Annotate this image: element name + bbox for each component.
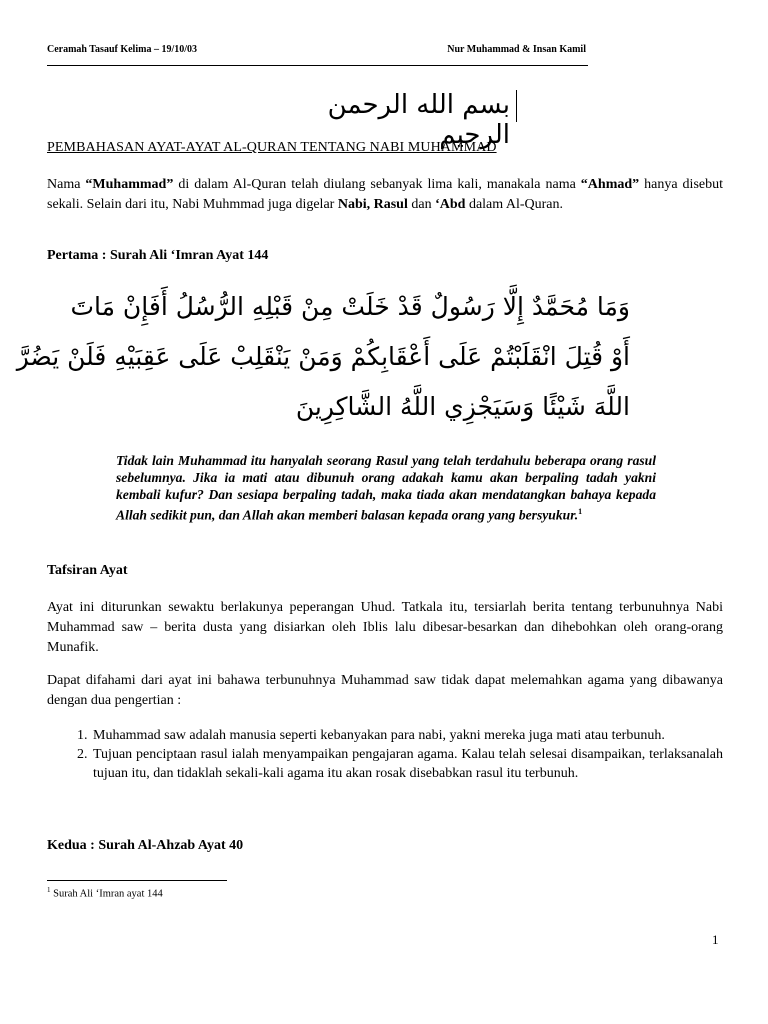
- verse-translation: [116, 452, 656, 524]
- footnote-number: 1: [47, 886, 51, 894]
- section-heading-pertama: Pertama : Surah Ali ‘Imran Ayat 144: [47, 248, 269, 263]
- intro-bold-abd: ‘Abd: [435, 197, 466, 212]
- page-number: 1: [712, 932, 719, 947]
- running-header: [47, 44, 588, 66]
- intro-text: hanya disebut sekali. Selain dari itu, Nabi Muhmmad juga digelar: [47, 177, 724, 212]
- intro-paragraph: [47, 175, 723, 215]
- intro-text: di dalam Al-Quran telah diulang sebanyak lima kali, manakala nama: [173, 177, 581, 192]
- footnote-divider: [47, 880, 227, 881]
- intro-bold-nabi-rasul: Nabi, Rasul: [337, 197, 408, 212]
- footnote-ref: 1: [578, 507, 583, 516]
- section-heading-tafsiran: Tafsiran Ayat: [47, 563, 128, 578]
- list-item: 2. Tujuan penciptaan rasul ialah menyampaikan pengajaran agama. Kalau telah selesai disampaikan, terlaksanalah tujuan itu, dan tidaklah sekali-kali agama itu akan rosak disebabkan rasul itu terbunuh.: [91, 745, 723, 783]
- header-left: Ceramah Tasauf Kelima – 19/10/03: [47, 44, 198, 55]
- intro-text: Nama: [47, 177, 86, 192]
- intro-bold-muhammad: “Muhammad”: [85, 177, 174, 192]
- arabic-verse: [16, 282, 630, 432]
- section-heading-kedua: Kedua : Surah Al-Ahzab Ayat 40: [47, 838, 244, 853]
- intro-text: dan: [407, 197, 436, 212]
- header-right: Nur Muhammad & Insan Kamil: [447, 44, 586, 55]
- tafsiran-paragraph-2: Dapat difahami dari ayat ini bahawa terbunuhnya Muhammad saw tidak dapat melemahkan agama yang dibawanya dengan dua pengertian :: [47, 673, 723, 708]
- arabic-line-1: وَمَا مُحَمَّدٌ إِلَّا رَسُولٌ قَدْ خَلَتْ مِنْ قَبْلِهِ الرُّسُلُ أَفَإِنْ مَاتَ: [70, 292, 630, 321]
- arabic-line-3: اللَّهَ شَيْئًا وَسَيَجْزِي اللَّهُ الشَّاكِرِينَ: [295, 392, 630, 421]
- intro-bold-ahmad: “Ahmad”: [580, 177, 640, 192]
- pengertian-list: [47, 726, 723, 783]
- arabic-line-2: أَوْ قُتِلَ انْقَلَبْتُمْ عَلَى أَعْقَابِكُمْ وَمَنْ يَنْقَلِبْ عَلَى عَقِبَيْهِ فَلَنْ يَضُرَّ: [16, 342, 630, 371]
- intro-text: dalam Al-Quran.: [465, 197, 564, 212]
- tafsiran-paragraph-1: Ayat ini diturunkan sewaktu berlakunya peperangan Uhud. Tatkala itu, tersiarlah berita tentang terbunuhnya Nabi Muhammad saw – berita dusta yang disiarkan oleh Iblis lalu dibesar-besarkan dan dihebohkan oleh orang-orang Munafik.: [47, 600, 723, 655]
- footnote-text: Surah Ali ‘Imran ayat 144: [50, 888, 163, 900]
- list-item: 1. Muhammad saw adalah manusia seperti kebanyakan para nabi, yakni mereka juga mati atau terbunuh.: [91, 726, 723, 745]
- footnote: [47, 886, 163, 900]
- page-title: PEMBAHASAN AYAT-AYAT AL-QURAN TENTANG NABI MUHAMMAD: [47, 140, 497, 155]
- translation-text: Tidak lain Muhammad itu hanyalah seorang Rasul yang telah terdahulu beberapa orang rasul sebelumnya. Jika ia mati atau dibunuh orang adakah kamu akan berpaling tadah yakni kembali kufur? Dan sesiapa berpaling tadah, maka tiada akan mendatangkan bahaya kepada Allah sedikit pun, dan Allah akan memberi balasan kepada orang yang bersyukur.: [116, 453, 656, 523]
- bismillah-calligraphy: بسم الله الرحمن الرحيم: [270, 90, 517, 122]
